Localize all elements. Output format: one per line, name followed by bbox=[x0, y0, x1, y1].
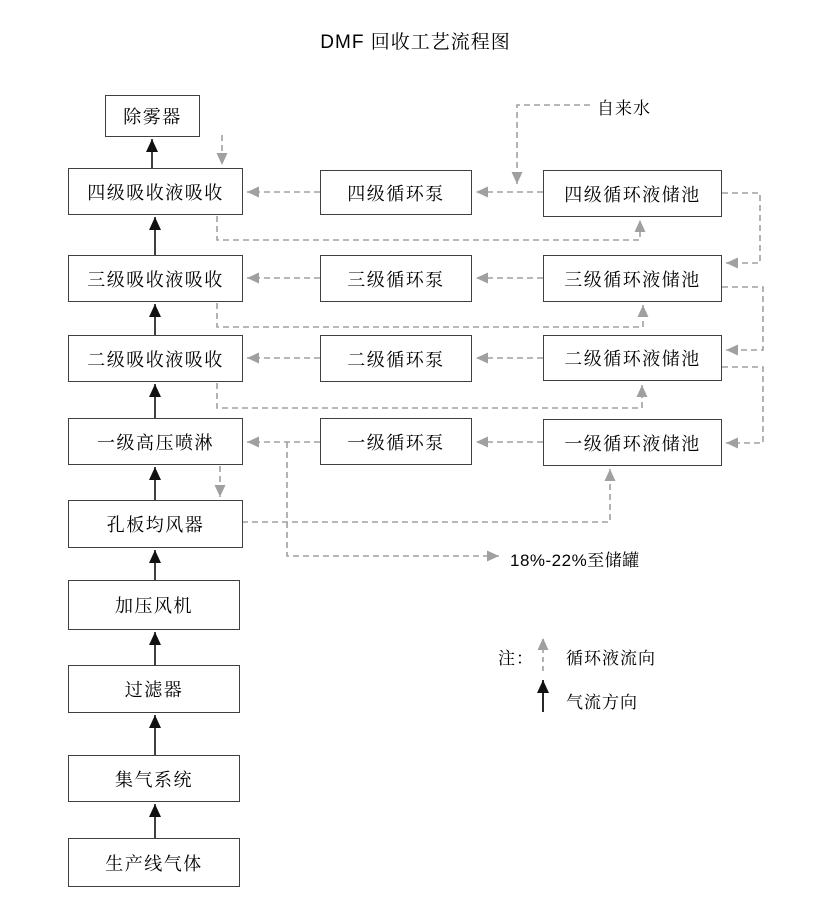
absorber3-return-line bbox=[217, 303, 643, 327]
node-pool1-label: 一级循环液储池 bbox=[564, 433, 701, 454]
node-distributor-label: 孔板均风器 bbox=[106, 515, 205, 535]
node-pool2-label: 二级循环液储池 bbox=[564, 349, 701, 369]
distributor-return-line bbox=[242, 469, 610, 522]
gas-flow-arrows bbox=[152, 139, 155, 838]
pool3-to-pool2-cascade bbox=[722, 287, 763, 350]
node-absorber4-label: 四级吸收液吸收 bbox=[87, 182, 224, 203]
node-pool2 bbox=[543, 335, 722, 381]
node-absorber2 bbox=[68, 335, 243, 382]
legend-dashed-label: 循环液流向 bbox=[566, 649, 656, 668]
node-pump3-label: 三级循环泵 bbox=[347, 269, 445, 290]
node-pump2-label: 二级循环泵 bbox=[347, 349, 445, 370]
node-pool3 bbox=[543, 255, 722, 302]
node-source-label: 生产线气体 bbox=[105, 853, 203, 874]
pool2-to-pool1-cascade bbox=[722, 367, 763, 443]
node-pump1 bbox=[320, 418, 472, 465]
node-collector bbox=[68, 755, 240, 802]
tap-water-label: 自来水 bbox=[597, 99, 651, 118]
node-pump4-label: 四级循环泵 bbox=[347, 183, 445, 204]
node-fan-label: 加压风机 bbox=[115, 596, 193, 616]
node-pump2 bbox=[320, 335, 472, 382]
node-spray1 bbox=[68, 418, 243, 465]
node-demister-label: 除雾器 bbox=[123, 107, 182, 127]
node-fan bbox=[68, 580, 240, 630]
node-pool4 bbox=[543, 170, 722, 217]
node-pump4 bbox=[320, 170, 472, 215]
node-pool4-label: 四级循环液储池 bbox=[564, 184, 701, 205]
node-pool1 bbox=[543, 419, 722, 466]
node-absorber2-label: 二级吸收液吸收 bbox=[87, 349, 224, 370]
node-pump3 bbox=[320, 255, 472, 302]
to-storage-tank-label: 18%-22%至储罐 bbox=[510, 551, 640, 570]
node-collector-label: 集气系统 bbox=[115, 769, 193, 790]
node-filter-label: 过滤器 bbox=[124, 680, 184, 700]
node-pump1-label: 一级循环泵 bbox=[347, 432, 445, 453]
absorber4-return-line bbox=[217, 216, 640, 240]
node-filter bbox=[68, 665, 240, 713]
node-absorber3-label: 三级吸收液吸收 bbox=[87, 269, 224, 290]
legend-solid-label: 气流方向 bbox=[566, 693, 638, 712]
legend-note-label: 注： bbox=[498, 649, 534, 668]
node-demister bbox=[105, 95, 200, 137]
node-pool3-label: 三级循环液储池 bbox=[564, 269, 701, 290]
node-distributor bbox=[68, 500, 243, 548]
node-absorber4 bbox=[68, 168, 243, 215]
node-spray1-label: 一级高压喷淋 bbox=[97, 432, 214, 453]
node-absorber3 bbox=[68, 255, 243, 302]
diagram-title: DMF 回收工艺流程图 bbox=[320, 32, 511, 53]
absorber2-return-line bbox=[217, 383, 642, 408]
node-source bbox=[68, 838, 240, 887]
pool4-to-pool3-cascade bbox=[722, 193, 760, 263]
